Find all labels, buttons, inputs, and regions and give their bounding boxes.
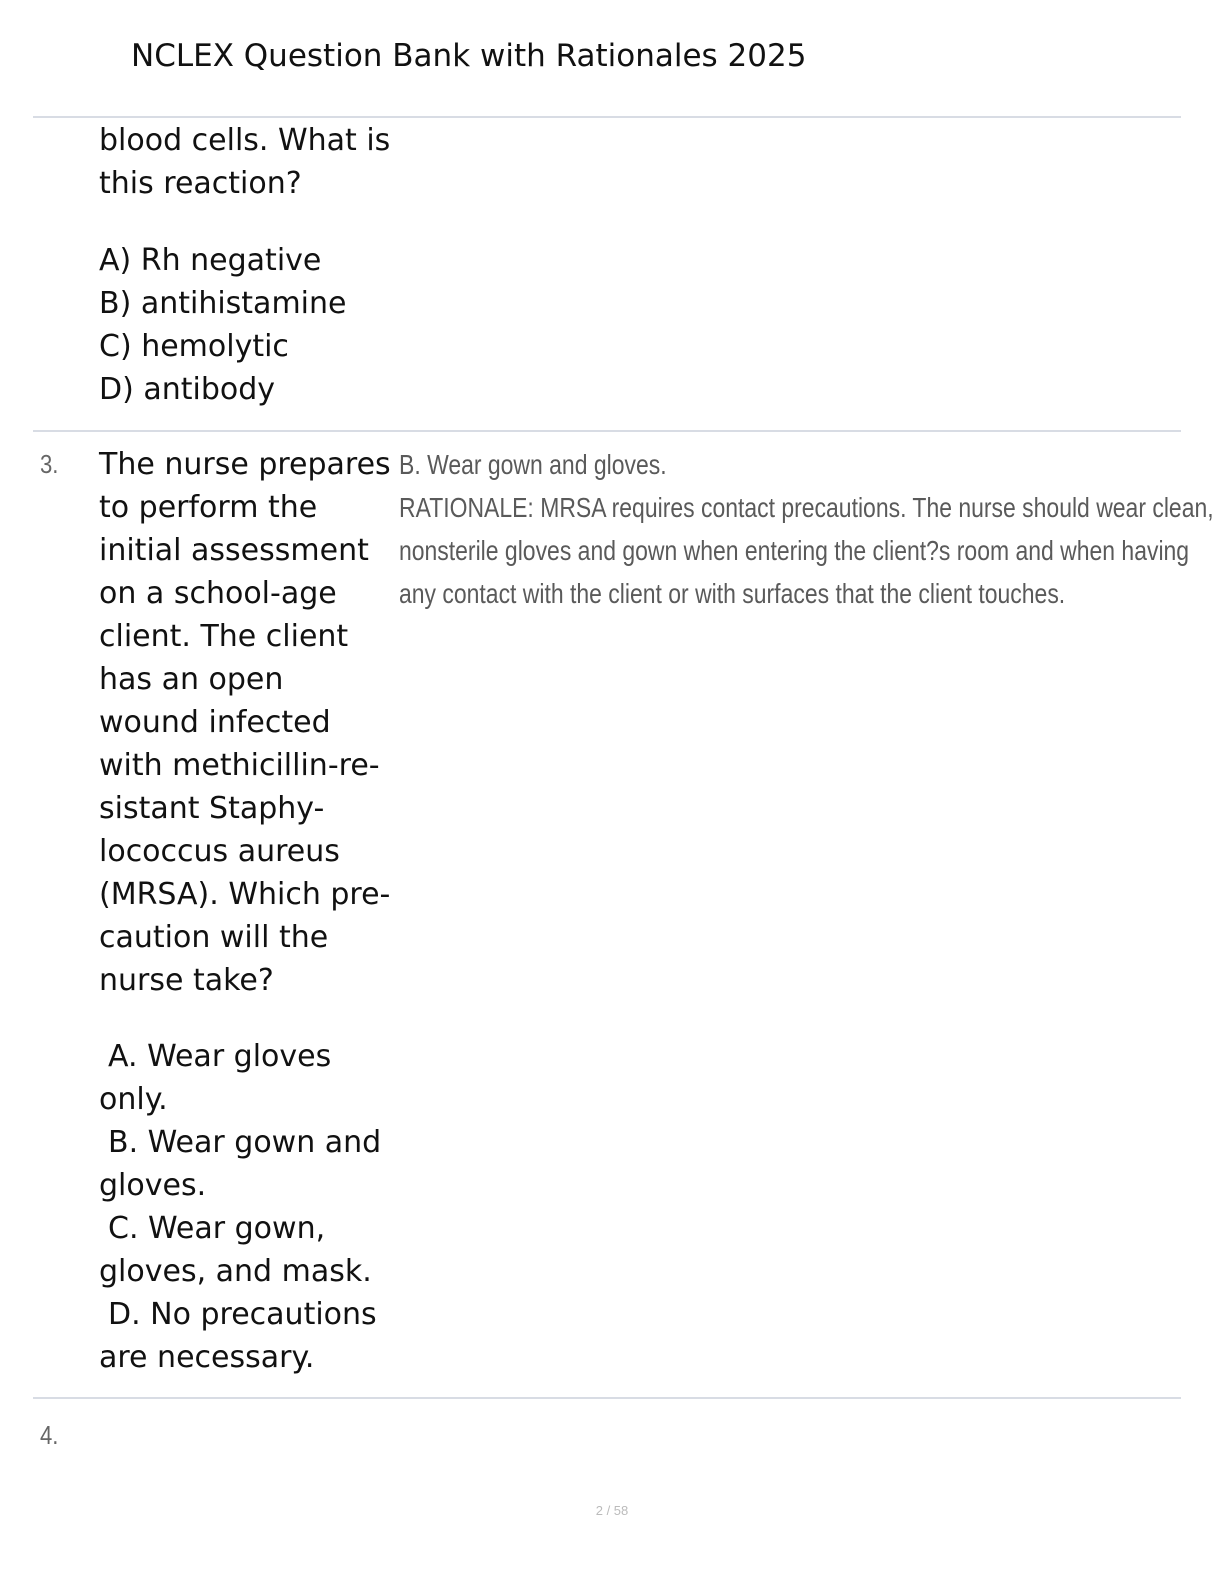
stem-line: (MRSA). Which pre- (99, 877, 391, 912)
page-number: 2 / 58 (595, 1503, 629, 1518)
option-c-line: C. Wear gown, (108, 1211, 326, 1246)
document-title: NCLEX Question Bank with Rationales 2025 (131, 38, 807, 74)
option-b-line: gloves. (99, 1168, 207, 1203)
stem-line: nurse take? (99, 963, 274, 998)
stem-line: caution will the (99, 920, 329, 955)
stem-line: to perform the (99, 490, 318, 525)
option-c-line: gloves, and mask. (99, 1254, 372, 1289)
divider-middle (33, 430, 1181, 432)
option-d: D) antibody (99, 372, 276, 407)
rationale-line: RATIONALE: MRSA requires contact precautions. The nurse should wear clean, (399, 492, 1214, 523)
option-a-line: only. (99, 1082, 168, 1117)
stem-line: with methicillin-re- (99, 748, 380, 783)
previous-question-options (99, 239, 399, 411)
option-a: A) Rh negative (99, 243, 322, 278)
question-3-answer-rationale (399, 443, 1214, 615)
stem-line: this reaction? (99, 166, 302, 201)
correct-answer: B. Wear gown and gloves. (399, 449, 667, 480)
stem-line: The nurse prepares (99, 447, 391, 482)
question-3-options (99, 1035, 399, 1379)
question-4-number: 4. (40, 1420, 59, 1450)
question-3-number: 3. (40, 449, 59, 479)
stem-line: blood cells. What is (99, 123, 391, 158)
stem-line: on a school-age (99, 576, 337, 611)
stem-line: has an open (99, 662, 284, 697)
previous-question-stem (99, 119, 399, 205)
rationale-line: nonsterile gloves and gown when entering the client?s room and when having (399, 535, 1190, 566)
stem-line: lococcus aureus (99, 834, 340, 869)
option-b: B) antihistamine (99, 286, 347, 321)
rationale-line: any contact with the client or with surfaces that the client touches. (399, 578, 1066, 609)
divider-bottom (33, 1397, 1181, 1399)
stem-line: sistant Staphy- (99, 791, 325, 826)
option-a-line: A. Wear gloves (108, 1039, 332, 1074)
option-b-line: B. Wear gown and (108, 1125, 382, 1160)
option-d-line: are necessary. (99, 1340, 315, 1375)
divider-top (33, 116, 1181, 118)
option-c: C) hemolytic (99, 329, 289, 364)
stem-line: client. The client (99, 619, 349, 654)
question-3-stem (99, 443, 399, 1002)
option-d-line: D. No precautions (108, 1297, 377, 1332)
stem-line: wound infected (99, 705, 331, 740)
stem-line: initial assessment (99, 533, 369, 568)
